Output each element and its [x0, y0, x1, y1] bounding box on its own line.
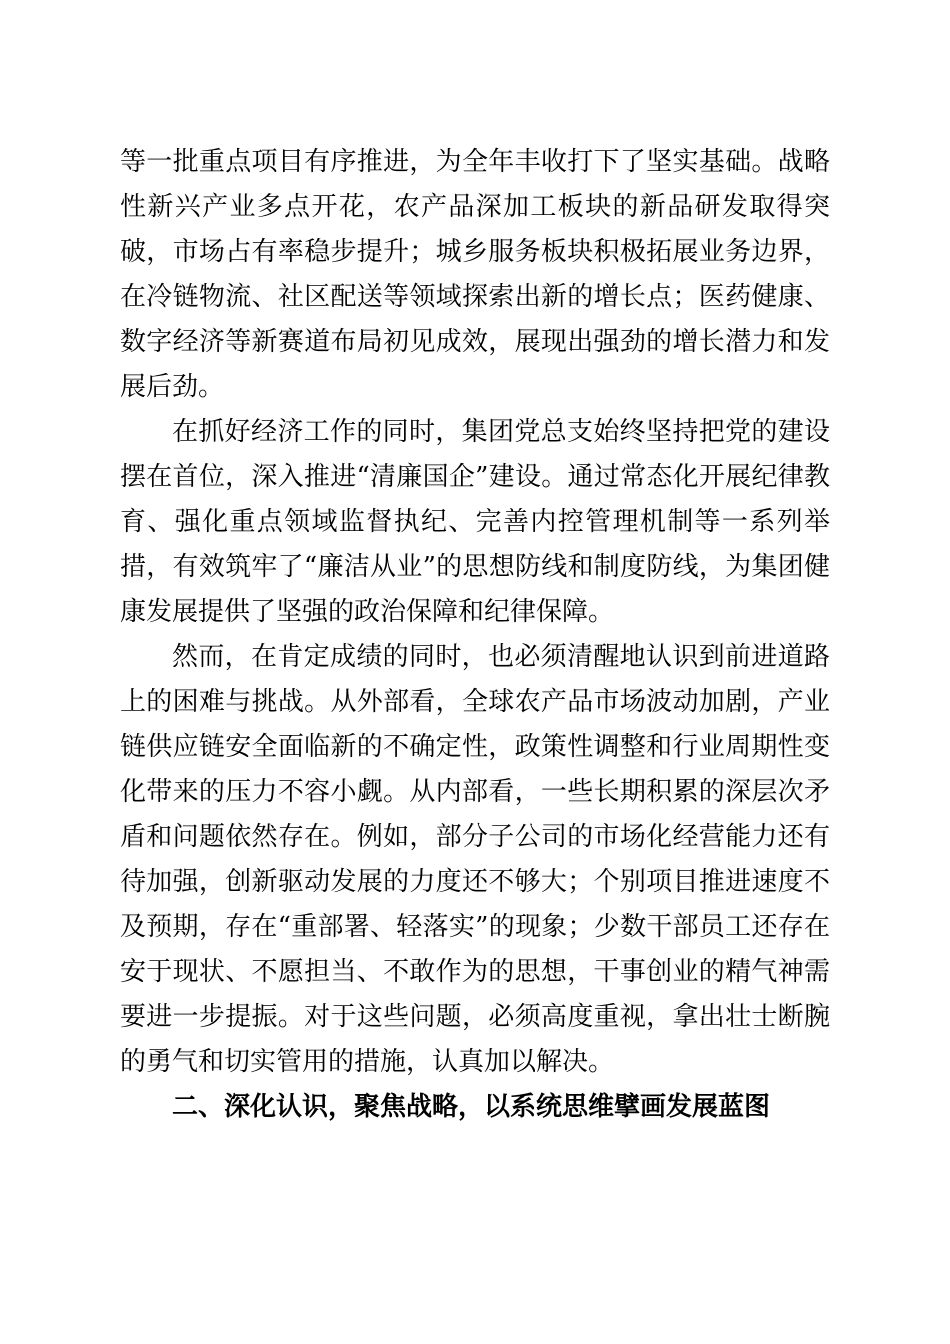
section-heading: 二、深化认识，聚焦战略，以系统思维擘画发展蓝图: [172, 1092, 771, 1122]
paragraph-party-building: 在抓好经济工作的同时，集团党总支始终坚持把党的建设摆在首位，深入推进“清廉国企”建设。通过常态化开展纪律教育、强化重点领域监督执纪、完善内控管理机制等一系列举措，有效筑牢了“廉洁从业”的思想防线和制度防线，为集团健康发展提供了坚强的政治保障和纪律保障。: [120, 417, 830, 627]
document-body: [120, 140, 830, 1130]
paragraph-continued: 等一批重点项目有序推进，为全年丰收打下了坚实基础。战略性新兴产业多点开花，农产品深加工板块的新品研发取得突破，市场占有率稳步提升；城乡服务板块积极拓展业务边界，在冷链物流、社区配送等领域探索出新的增长点；医药健康、数字经济等新赛道布局初见成效，展现出强劲的增长潜力和发展后劲。: [120, 147, 830, 402]
paragraph-challenges: 然而，在肯定成绩的同时，也必须清醒地认识到前进道路上的困难与挑战。从外部看，全球农产品市场波动加剧，产业链供应链安全面临新的不确定性，政策性调整和行业周期性变化带来的压力不容小觑。从内部看，一些长期积累的深层次矛盾和问题依然存在。例如，部分子公司的市场化经营能力还有待加强，创新驱动发展的力度还不够大；个别项目推进速度不及预期，存在“重部署、轻落实”的现象；少数干部员工还存在安于现状、不愿担当、不敢作为的思想，干事创业的精气神需要进一步提振。对于这些问题，必须高度重视，拿出壮士断腕的勇气和切实管用的措施，认真加以解决。: [120, 642, 830, 1077]
